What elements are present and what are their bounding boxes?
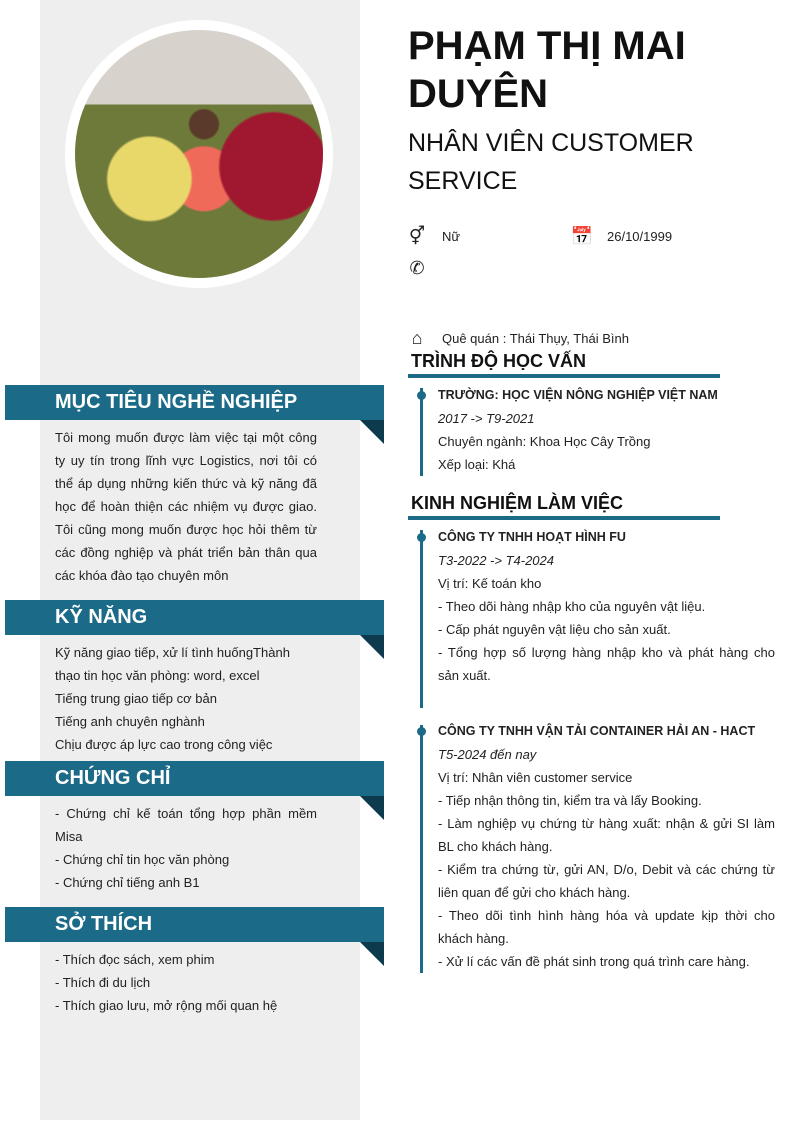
objective-heading: MỤC TIÊU NGHỀ NGHIỆP	[5, 385, 384, 420]
skills-list	[55, 641, 317, 756]
certs-heading: CHỨNG CHỈ	[5, 761, 384, 796]
job-entry	[438, 526, 775, 687]
job-line: - Tiếp nhận thông tin, kiểm tra và lấy Booking.	[438, 793, 702, 808]
education-grade: Xếp loại: Khá	[438, 457, 516, 472]
timeline-dot	[417, 727, 426, 736]
banner-fold	[360, 635, 384, 659]
skill-item: Chịu được áp lực cao trong công việc	[55, 737, 273, 752]
education-entry	[438, 384, 775, 476]
skill-item: Kỹ năng giao tiếp, xử lí tình huốngThành thạo tin học văn phòng: word, excel	[55, 645, 290, 683]
job-title: NHÂN VIÊN CUSTOMER SERVICE	[408, 129, 694, 195]
hobby-item: - Thích đọc sách, xem phim	[55, 952, 215, 967]
timeline-line	[420, 530, 423, 708]
cert-item: - Chứng chỉ kế toán tổng hợp phần mềm Misa	[55, 806, 317, 844]
education-period: 2017 -> T9-2021	[438, 411, 535, 426]
education-major: Chuyên ngành: Khoa Học Cây Trồng	[438, 434, 651, 449]
job-line: - Theo dõi hàng nhập kho của nguyên vật liệu.	[438, 599, 706, 614]
job-line: - Kiểm tra chứng từ, gửi AN, D/o, Debit và các chứng từ liên quan để gửi cho khách hàng.	[438, 862, 775, 900]
school-name: TRƯỜNG: HỌC VIỆN NÔNG NGHIỆP VIỆT NAM	[438, 388, 718, 402]
hobby-item: - Thích giao lưu, mở rộng mối quan hệ	[55, 998, 278, 1013]
certs-list	[55, 802, 317, 894]
banner-fold	[360, 942, 384, 966]
company-name: CÔNG TY TNHH HOẠT HÌNH FU	[438, 530, 626, 544]
calendar-icon: 📅	[570, 225, 594, 246]
job-line: - Tổng hợp số lượng hàng nhập kho và phát hàng cho sản xuất.	[438, 645, 775, 683]
job-line: Vị trí: Nhân viên customer service	[438, 770, 633, 785]
cert-item: - Chứng chỉ tin học văn phòng	[55, 852, 230, 867]
skill-item: Tiếng anh chuyên nghành	[55, 714, 205, 729]
profile-photo	[65, 20, 333, 288]
timeline-dot	[417, 533, 426, 542]
hometown-value: Quê quán : Thái Thụy, Thái Bình	[442, 330, 629, 346]
phone-info	[406, 257, 428, 279]
job-line: - Theo dõi tình hình hàng hóa và update kịp thời cho khách hàng.	[438, 908, 775, 946]
banner-fold	[360, 796, 384, 820]
timeline-line	[420, 725, 423, 973]
hobby-item: - Thích đi du lịch	[55, 975, 151, 990]
skill-item: Tiếng trung giao tiếp cơ bản	[55, 691, 217, 706]
phone-icon: ✆	[409, 257, 425, 278]
job-line: - Cấp phát nguyên vật liệu cho sản xuất.	[438, 622, 671, 637]
photo-image	[75, 30, 323, 278]
timeline-dot	[417, 391, 426, 400]
job-line: - Làm nghiệp vụ chứng từ hàng xuất: nhận & gửi SI làm BL cho khách hàng.	[438, 816, 775, 854]
dob-info	[571, 225, 672, 247]
dob-value: 26/10/1999	[607, 228, 673, 244]
job-entry	[438, 720, 775, 973]
gender-value: Nữ	[442, 228, 461, 244]
home-icon: ⌂	[411, 327, 423, 348]
full-name: PHẠM THỊ MAI DUYÊN	[408, 24, 686, 116]
gender-icon: ⚥	[408, 225, 426, 246]
company-name: CÔNG TY TNHH VẬN TẢI CONTAINER HẢI AN - HACT	[438, 724, 756, 738]
job-line: Vị trí: Kế toán kho	[438, 576, 542, 591]
job-period: T5-2024 đến nay	[438, 747, 537, 762]
hobbies-heading: SỞ THÍCH	[5, 907, 384, 942]
job-line: - Xử lí các vấn đề phát sinh trong quá trình care hàng.	[438, 954, 750, 969]
objective-text: Tôi mong muốn được làm việc tại một công ty uy tín trong lĩnh vực Logistics, nơi tôi có thể áp dụng những kiến thức và kỹ năng đã học để hoàn thiện các nhiệm vụ được giao. Tôi cũng mong muốn được học hỏi thêm từ các đồng nghiệp và phát triển bản thân qua các khóa đào tạo chuyên môn	[55, 430, 317, 583]
cert-item: - Chứng chỉ tiếng anh B1	[55, 875, 200, 890]
hobbies-list	[55, 948, 317, 1017]
banner-fold	[360, 420, 384, 444]
timeline-line	[420, 388, 423, 476]
education-heading: TRÌNH ĐỘ HỌC VẤN	[408, 348, 720, 378]
experience-heading: KINH NGHIỆM LÀM VIỆC	[408, 490, 720, 520]
job-period: T3-2022 -> T4-2024	[438, 553, 554, 568]
gender-info	[406, 225, 460, 247]
hometown-info	[406, 327, 629, 349]
skills-heading: KỸ NĂNG	[5, 600, 384, 635]
